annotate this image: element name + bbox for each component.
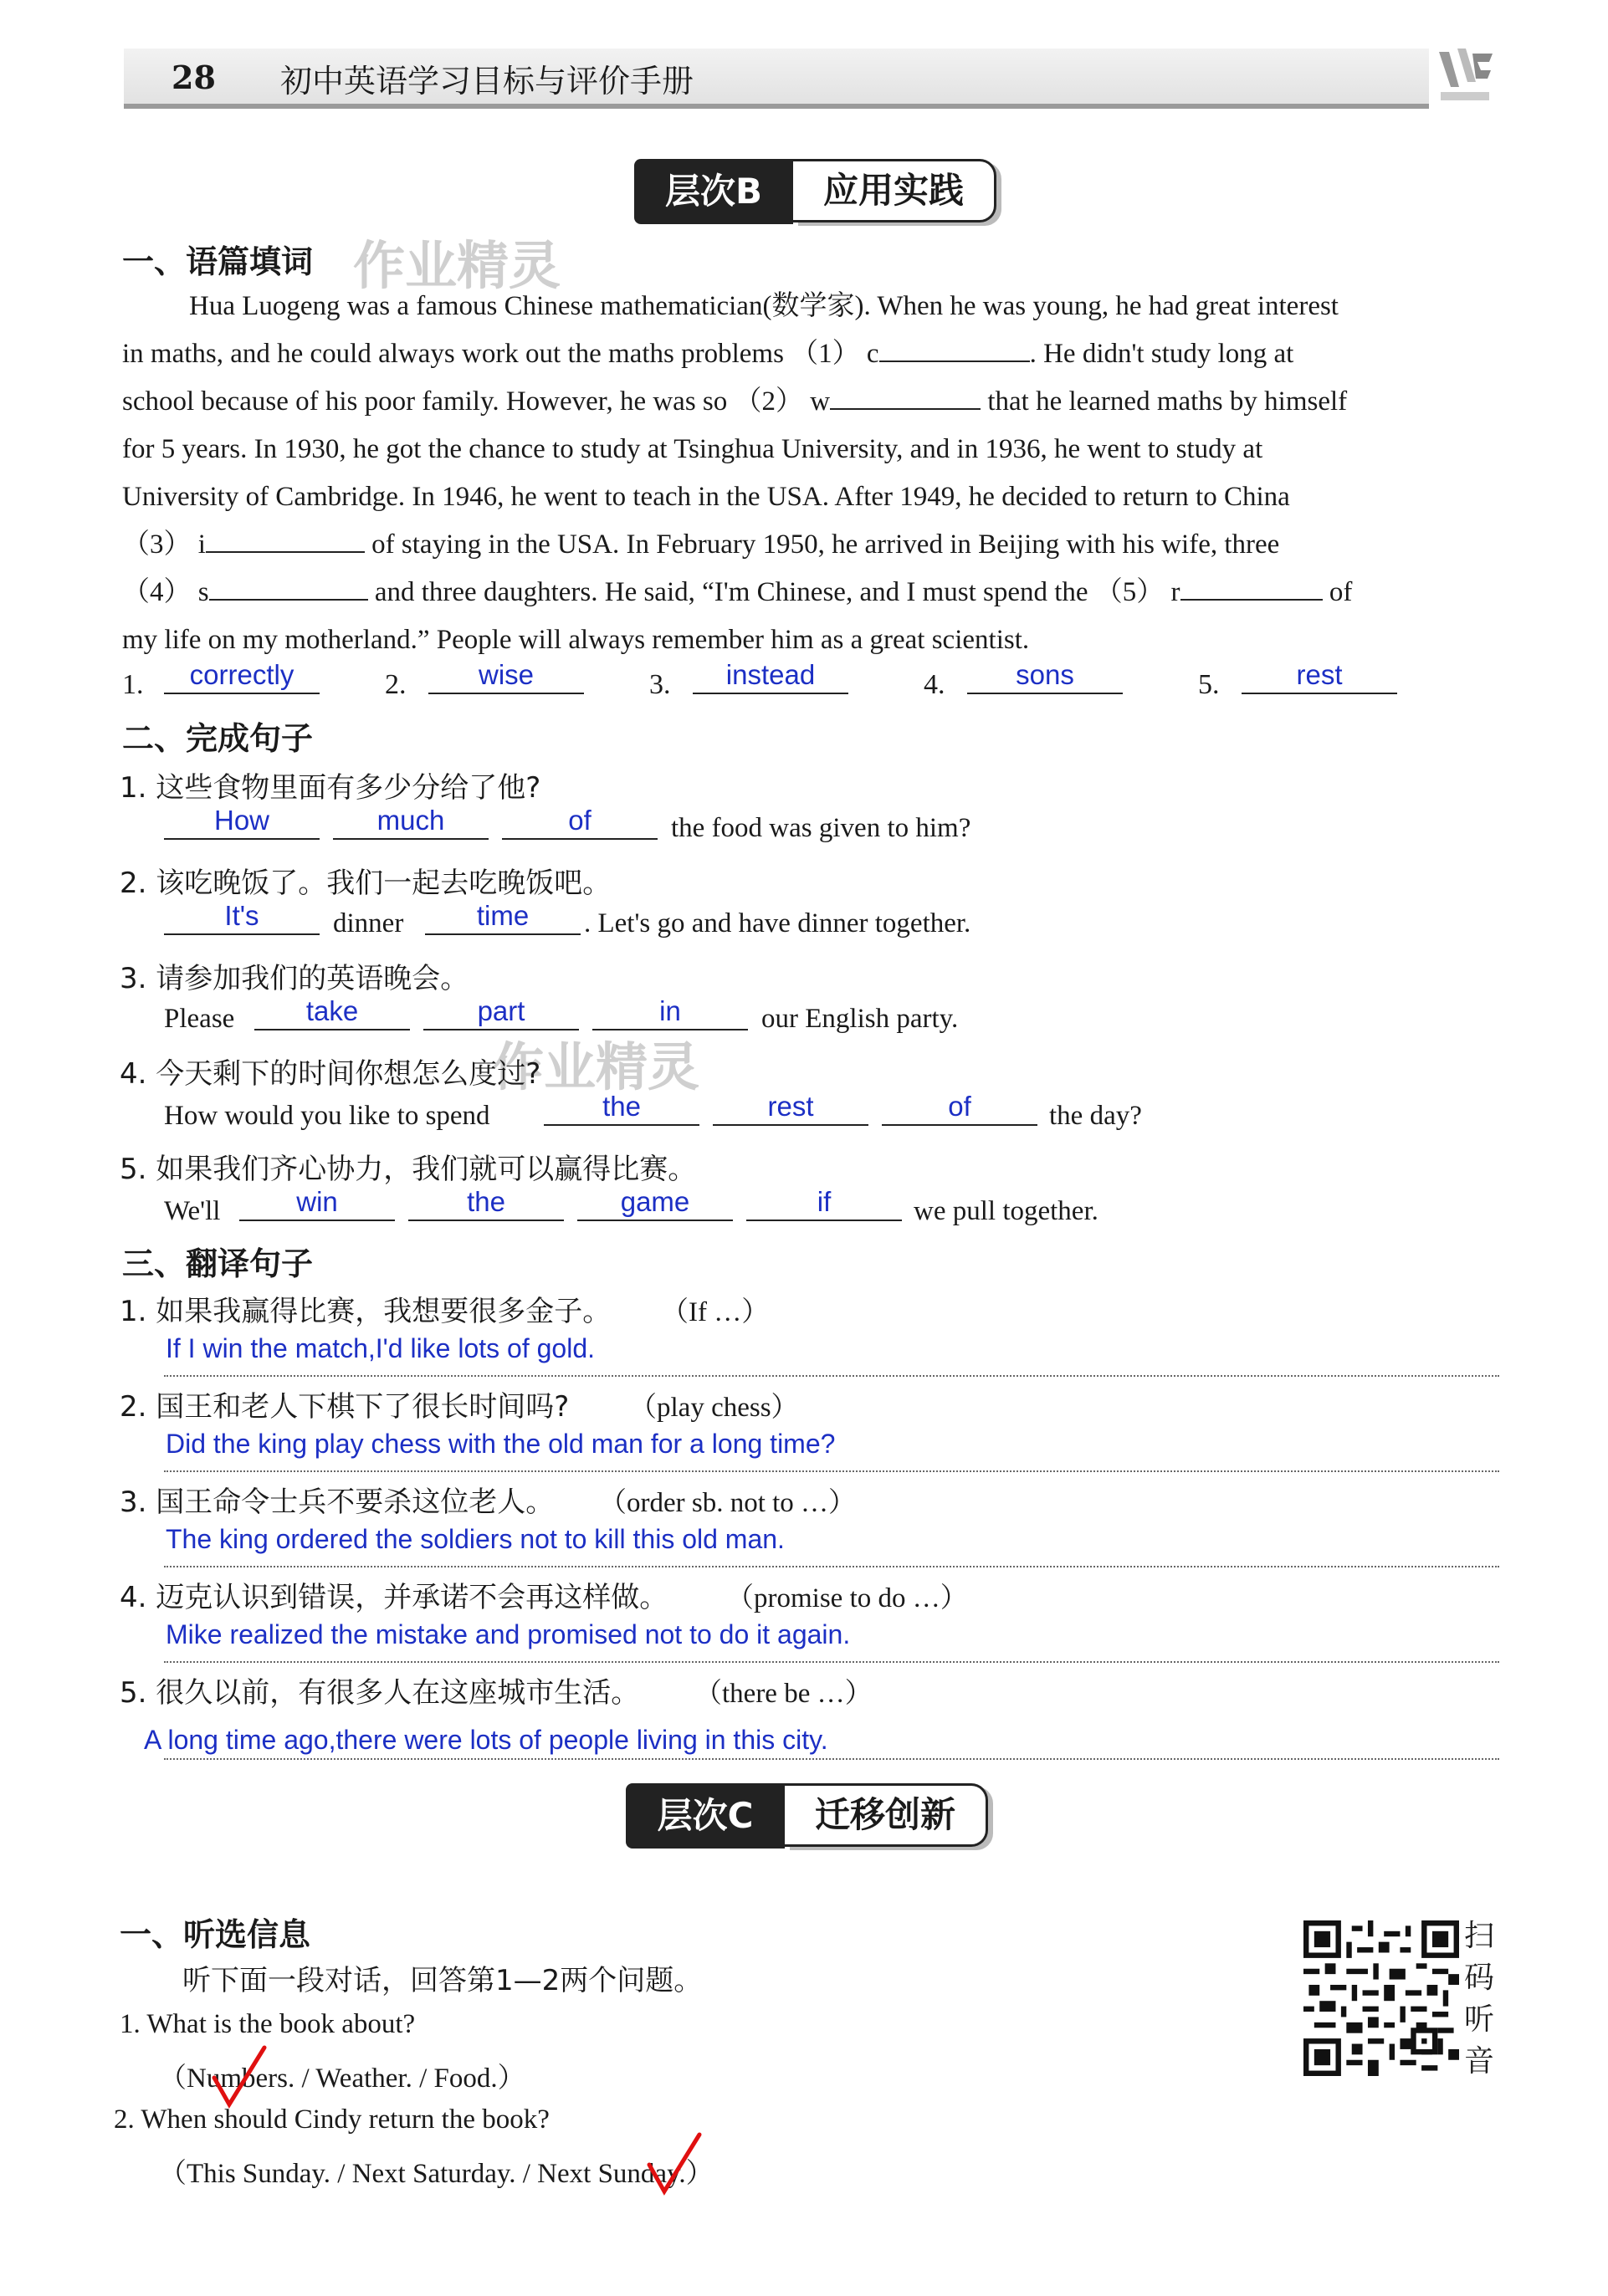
cn-prompt: 3. 请参加我们的英语晚会。 (120, 962, 469, 995)
answer-blank-1[interactable]: correctly (164, 659, 320, 694)
translation-answer[interactable]: Mike realized the mistake and promised not to do it again. (166, 1619, 851, 1649)
sentence-tail: . Let's go and have dinner together. (584, 908, 971, 938)
sentence-blank[interactable]: part (423, 995, 579, 1030)
translation-answer[interactable]: Did the king play chess with the old man for a long time? (166, 1429, 836, 1459)
answer-line (164, 1757, 1499, 1760)
sentence-lead: We'll (164, 1196, 221, 1226)
cn-prompt: 3. 国王命令士兵不要杀这位老人。 (120, 1485, 555, 1519)
answer-number: 4. (924, 669, 945, 700)
passage-line: Hua Luogeng was a famous Chinese mathematician(数学家). When he was young, he had great interest (189, 291, 1339, 321)
qr-label: 扫 码 听 音 (1464, 1919, 1495, 2079)
listening-instruction: 听下面一段对话，回答第1—2两个问题。 (182, 1964, 703, 1997)
passage-line: for 5 years. In 1930, he got the chance to study at Tsinghua University, and in 1936, he went to study at (122, 434, 1263, 464)
translate-hint: （promise to do …） (726, 1583, 968, 1613)
section-heading-listening: 一、听选信息 (120, 1915, 311, 1953)
sentence-blank[interactable]: the (408, 1186, 564, 1221)
listening-options[interactable]: （This Sunday. / Next Saturday. / Next Sunday.） (159, 2159, 714, 2189)
level-c-badge: 层次C (626, 1783, 785, 1849)
listening-question: 2. When should Cindy return the book? (114, 2104, 550, 2135)
translate-hint: （there be …） (694, 1679, 873, 1709)
sentence-blank[interactable]: much (333, 805, 489, 840)
level-c-banner (626, 1783, 994, 1849)
sentence-tail: our English party. (761, 1004, 959, 1034)
blank-5[interactable] (1180, 574, 1323, 601)
passage-line: in maths, and he could always work out the maths problems （1） c . He didn't study long at (122, 330, 1507, 378)
book-title: 初中英语学习目标与评价手册 (280, 63, 694, 100)
answer-line (164, 1659, 1499, 1663)
blank-2[interactable] (830, 383, 981, 410)
answer-line (164, 1469, 1499, 1472)
sentence-blank[interactable]: game (577, 1186, 733, 1221)
sentence-blank[interactable]: It's (164, 900, 320, 935)
check-mark-icon (211, 2044, 269, 2114)
answer-number: 2. (385, 669, 407, 700)
section-heading-cloze: 一、语篇填词 (122, 243, 314, 280)
level-b-title: 应用实践 (793, 159, 996, 222)
check-mark-icon (646, 2131, 704, 2201)
passage-line: （3） i of staying in the USA. In February 1950, he arrived in Beijing with his wife, three (122, 521, 1507, 569)
sentence-tail: we pull together. (914, 1196, 1098, 1226)
sentence-blank[interactable]: if (746, 1186, 902, 1221)
translation-answer[interactable]: The king ordered the soldiers not to kill this old man. (166, 1524, 785, 1554)
sentence-blank[interactable]: in (592, 995, 748, 1030)
answer-number: 1. (122, 669, 144, 700)
translation-answer[interactable]: A long time ago,there were lots of people living in this city. (144, 1725, 828, 1755)
sentence-blank[interactable]: of (502, 805, 658, 840)
cn-prompt: 4. 今天剩下的时间你想怎么度过? (120, 1057, 541, 1091)
cn-prompt: 5. 如果我们齐心协力，我们就可以赢得比赛。 (120, 1153, 697, 1186)
blank-1[interactable] (879, 335, 1030, 362)
level-b-banner (634, 159, 1002, 224)
answer-line (164, 1564, 1499, 1567)
sentence-blank[interactable]: How (164, 805, 320, 840)
listening-options[interactable]: （Numbers. / Weather. / Food.） (159, 2063, 525, 2094)
sentence-blank[interactable]: of (882, 1091, 1037, 1126)
page-number: 28 (172, 59, 216, 96)
answer-number: 3. (649, 669, 671, 700)
section-heading-translate: 三、翻译句子 (122, 1245, 314, 1282)
sentence-tail: the food was given to him? (671, 813, 971, 843)
answer-blank-3[interactable]: instead (693, 659, 848, 694)
sentence-tail: the day? (1049, 1101, 1142, 1131)
cn-prompt: 2. 该吃晚饭了。我们一起去吃晚饭吧。 (120, 867, 612, 900)
translation-answer[interactable]: If I win the match,I'd like lots of gold. (166, 1333, 596, 1363)
sentence-blank[interactable]: rest (713, 1091, 868, 1126)
publisher-logo (1434, 45, 1496, 105)
cloze-passage (122, 283, 1507, 664)
qr-code-image[interactable] (1303, 1920, 1459, 2076)
cn-prompt: 1. 如果我赢得比赛，我想要很多金子。 (120, 1295, 612, 1328)
cn-prompt: 1. 这些食物里面有多少分给了他? (120, 771, 541, 805)
translate-hint: （order sb. not to …） (599, 1488, 857, 1518)
section-heading-complete-sentences: 二、完成句子 (122, 719, 314, 757)
watermark-text: 作业精灵 (353, 235, 561, 296)
sentence-blank[interactable]: win (239, 1186, 395, 1221)
cn-prompt: 5. 很久以前，有很多人在这座城市生活。 (120, 1676, 640, 1710)
blank-3[interactable] (206, 526, 365, 553)
answer-number: 5. (1198, 669, 1220, 700)
answer-blank-4[interactable]: sons (967, 659, 1123, 694)
sentence-mid: dinner (333, 908, 404, 938)
answer-line (164, 1373, 1499, 1377)
cn-prompt: 2. 国王和老人下棋下了很长时间吗? (120, 1390, 570, 1424)
passage-line: （4） s and three daughters. He said, “I'm Chinese, and I must spend the （5） r of (122, 569, 1507, 616)
sentence-blank[interactable]: the (544, 1091, 699, 1126)
answer-blank-2[interactable]: wise (428, 659, 584, 694)
translate-hint: （play chess） (629, 1393, 799, 1423)
sentence-blank[interactable]: take (254, 995, 410, 1030)
level-b-badge: 层次B (634, 159, 793, 224)
answer-blank-5[interactable]: rest (1242, 659, 1397, 694)
passage-line: University of Cambridge. In 1946, he went to teach in the USA. After 1949, he decided to return to China (122, 482, 1290, 512)
blank-4[interactable] (209, 574, 368, 601)
passage-line: my life on my motherland.” People will always remember him as a great scientist. (122, 625, 1030, 655)
sentence-blank[interactable]: time (425, 900, 581, 935)
translate-hint: （If …） (661, 1297, 770, 1327)
listening-question: 1. What is the book about? (120, 2009, 416, 2039)
sentence-lead: Please (164, 1004, 235, 1034)
sentence-lead: How would you like to spend (164, 1101, 490, 1131)
watermark-text: 作业精灵 (492, 1036, 700, 1097)
passage-line: school because of his poor family. However, he was so （2） w that he learned maths by himself (122, 378, 1507, 426)
level-c-title: 迁移创新 (785, 1783, 988, 1847)
cn-prompt: 4. 迈克认识到错误，并承诺不会再这样做。 (120, 1581, 668, 1614)
